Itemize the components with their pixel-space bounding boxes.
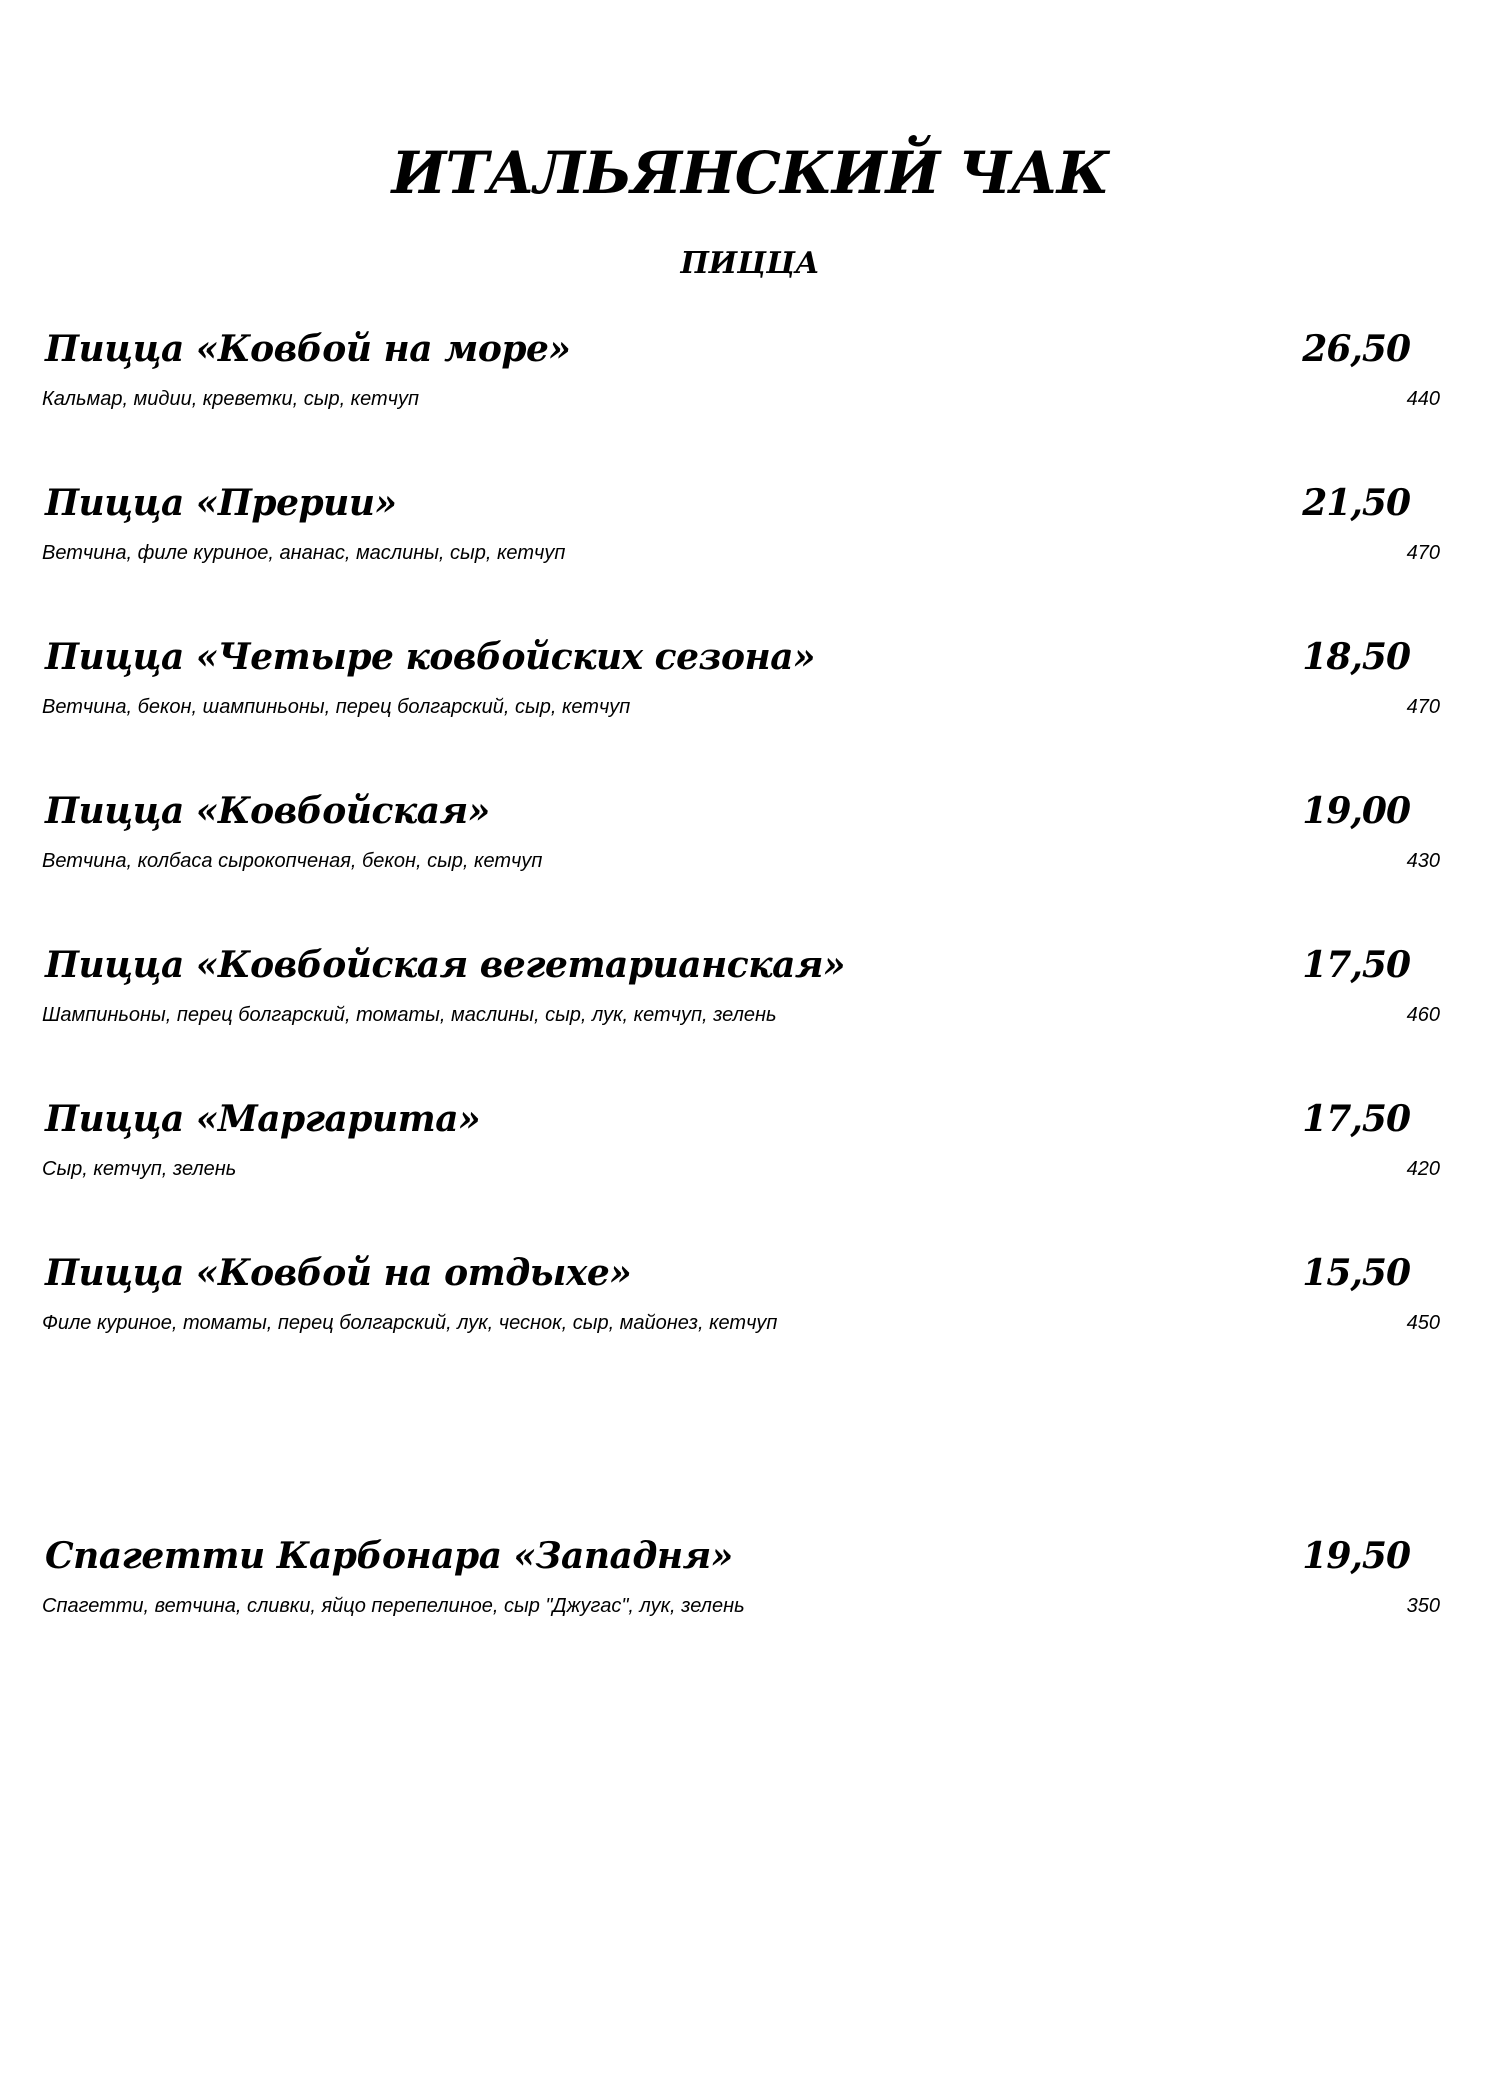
item-weight: 420 — [1406, 1158, 1440, 1180]
item-price: 26,50 — [1302, 328, 1410, 370]
item-name: Пицца «Четыре ковбойских сезона» — [45, 636, 816, 678]
menu-title: ИТАЛЬЯНСКИЙ ЧАК — [391, 139, 1109, 207]
item-price: 18,50 — [1302, 636, 1410, 678]
item-weight: 460 — [1406, 1004, 1440, 1026]
item-name: Пицца «Прерии» — [45, 482, 397, 524]
menu-item — [0, 942, 1500, 1052]
item-description: Сыр, кетчуп, зелень — [42, 1158, 237, 1180]
item-name: Пицца «Ковбой на отдыхе» — [45, 1252, 632, 1294]
item-description: Кальмар, мидии, креветки, сыр, кетчуп — [42, 388, 420, 410]
item-name: Пицца «Ковбойская» — [45, 790, 490, 832]
item-description: Ветчина, филе куриное, ананас, маслины, сыр, кетчуп — [42, 542, 566, 564]
item-name: Спагетти Карбонара «Западня» — [45, 1535, 733, 1577]
item-description: Ветчина, бекон, шампиньоны, перец болгарский, сыр, кетчуп — [42, 696, 631, 718]
item-price: 17,50 — [1302, 1098, 1410, 1140]
section-title-pizza: ПИЦЦА — [680, 246, 820, 281]
item-weight: 440 — [1406, 388, 1440, 410]
item-name: Пицца «Маргарита» — [45, 1098, 481, 1140]
item-weight: 450 — [1406, 1312, 1440, 1334]
item-weight: 430 — [1406, 850, 1440, 872]
menu-item — [0, 788, 1500, 898]
item-weight: 470 — [1406, 696, 1440, 718]
item-description: Шампиньоны, перец болгарский, томаты, маслины, сыр, лук, кетчуп, зелень — [42, 1004, 777, 1026]
menu-item — [0, 634, 1500, 744]
item-price: 21,50 — [1302, 482, 1410, 524]
item-description: Спагетти, ветчина, сливки, яйцо перепелиное, сыр "Джугас", лук, зелень — [42, 1595, 745, 1617]
item-name: Пицца «Ковбойская вегетарианская» — [45, 944, 846, 986]
item-weight: 350 — [1406, 1595, 1440, 1617]
item-description: Ветчина, колбаса сырокопченая, бекон, сыр, кетчуп — [42, 850, 543, 872]
item-weight: 470 — [1406, 542, 1440, 564]
item-price: 19,50 — [1302, 1535, 1410, 1577]
item-name: Пицца «Ковбой на море» — [45, 328, 571, 370]
menu-item — [0, 1096, 1500, 1206]
item-price: 19,00 — [1302, 790, 1410, 832]
item-price: 15,50 — [1302, 1252, 1410, 1294]
item-price: 17,50 — [1302, 944, 1410, 986]
item-description: Филе куриное, томаты, перец болгарский, лук, чеснок, сыр, майонез, кетчуп — [42, 1312, 778, 1334]
menu-item — [0, 1533, 1500, 1643]
menu-item — [0, 326, 1500, 436]
menu-item — [0, 480, 1500, 590]
menu-item — [0, 1250, 1500, 1360]
